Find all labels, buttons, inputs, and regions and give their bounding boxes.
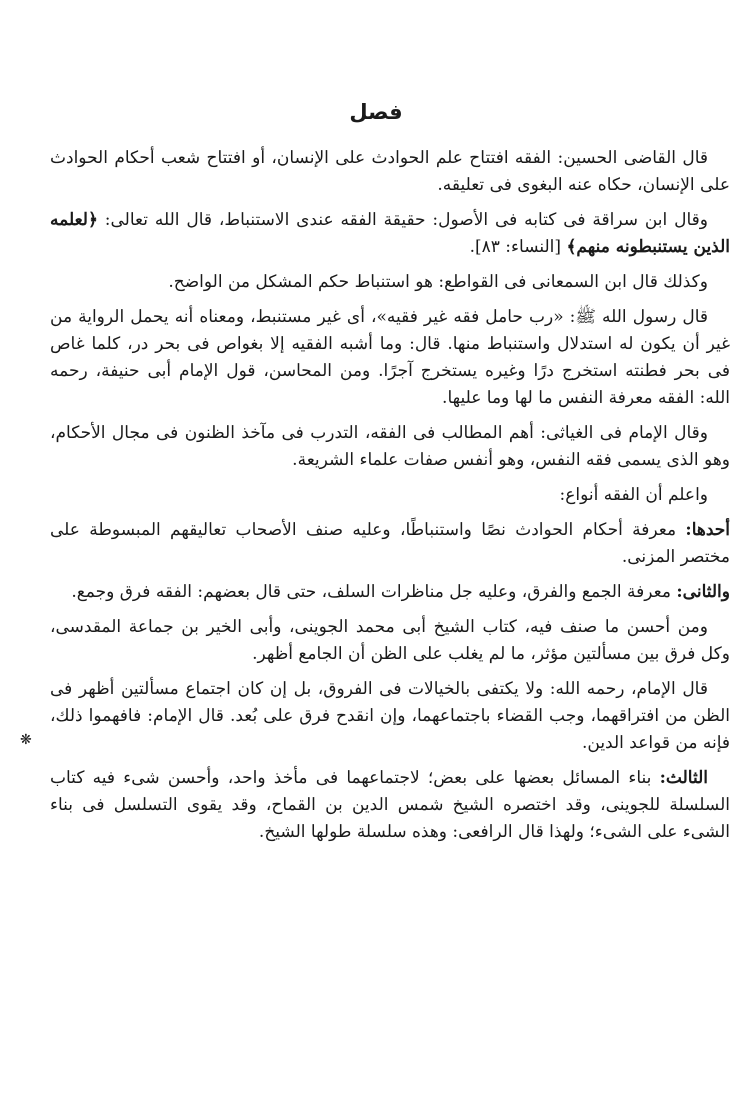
quran-verse: ﴿لعلمه الذين يستنبطونه منهم﴾ <box>50 210 730 257</box>
paragraph-text: قال رسول الله ﷺ: «رب حامل فقه غير فقيه»، أى غير مستنبط، ومعناه أنه يحمل الرواية من غير أن يكون له استدلال واستنباط منها. قال: وما أشبه الفقيه إلا بغواص فى بحر در، كلما غاص فى بحر فطنته استخرج درًا وغيره يستخرج آجرًا. ومن المحاسن، قول الإمام أبى حنيفة، رحمه الله: الفقه معرفة النفس ما لها وما عليها. <box>50 307 730 408</box>
paragraph-samani <box>50 269 730 296</box>
paragraph-ibn-suraqa <box>50 207 730 261</box>
margin-ornament-icon: ❋ <box>20 732 32 748</box>
item-lead: والثانى: <box>676 582 730 602</box>
paragraph-ghiyathi <box>50 420 730 474</box>
item-lead: أحدها: <box>685 520 730 540</box>
paragraph-text: معرفة الجمع والفرق، وعليه جل مناظرات السلف، حتى قال بعضهم: الفقه فرق وجمع. <box>71 582 677 602</box>
paragraph-text: وكذلك قال ابن السمعانى فى القواطع: هو استنباط حكم المشكل من الواضح. <box>168 272 708 292</box>
paragraph-text: ومن أحسن ما صنف فيه، كتاب الشيخ أبى محمد الجوينى، وأبى الخير بن جماعة المقدسى، وكل فرق بين مسألتين مؤثر، ما لم يغلب على الظن أن الجامع أظهر. <box>50 617 730 664</box>
paragraph-text: وقال الإمام فى الغياثى: أهم المطالب فى الفقه، التدرب فى مآخذ الظنون فى مجال الأحكام، وهو الذى يسمى فقه النفس، وهو أنفس صفات علماء الشريعة. <box>50 423 730 470</box>
paragraph-types-intro <box>50 482 730 509</box>
paragraph-type-three <box>50 765 730 846</box>
paragraph-hadith <box>50 304 730 412</box>
verse-reference: [النساء: ٨٣]. <box>469 237 567 257</box>
paragraph-type-two <box>50 579 730 606</box>
paragraph-text: بناء المسائل بعضها على بعض؛ لاجتماعهما فى مأخذ واحد، وأحسن شىء فيه كتاب السلسلة للجوينى، وقد اختصره الشيخ شمس الدين بن القماح، وقد يقوى التسلسل فى بناء الشىء على الشىء؛ ولهذا قال الرافعى: وهذه سلسلة طولها الشيخ. <box>50 768 730 842</box>
paragraph-imam-quote <box>50 676 730 757</box>
document-body <box>50 145 730 854</box>
paragraph-text: وقال ابن سراقة فى كتابه فى الأصول: حقيقة الفقه عندى الاستنباط، قال الله تعالى: <box>97 210 708 230</box>
paragraph-type-one <box>50 517 730 571</box>
paragraph-qadi-husayn <box>50 145 730 199</box>
paragraph-text: قال القاضى الحسين: الفقه افتتاح علم الحوادث على الإنسان، أو افتتاح شعب أحكام الحوادث على الإنسان، حكاه عنه البغوى فى تعليقه. <box>50 148 730 195</box>
paragraph-text: معرفة أحكام الحوادث نصًا واستنباطًا، وعليه صنف الأصحاب تعاليقهم المبسوطة على مختصر المزنى. <box>50 520 730 567</box>
paragraph-text: واعلم أن الفقه أنواع: <box>559 485 708 505</box>
section-title: فصل <box>349 100 403 124</box>
paragraph-best-works <box>50 614 730 668</box>
item-lead: الثالث: <box>659 768 708 788</box>
paragraph-text: قال الإمام، رحمه الله: ولا يكتفى بالخيالات فى الفروق، بل إن كان اجتماع مسألتين أظهر فى الظن من افتراقهما، وجب القضاء باجتماعهما، وإن انقدح فرق على بُعد. قال الإمام: فافهموا ذلك، فإنه من قواعد الدين. <box>50 679 730 753</box>
